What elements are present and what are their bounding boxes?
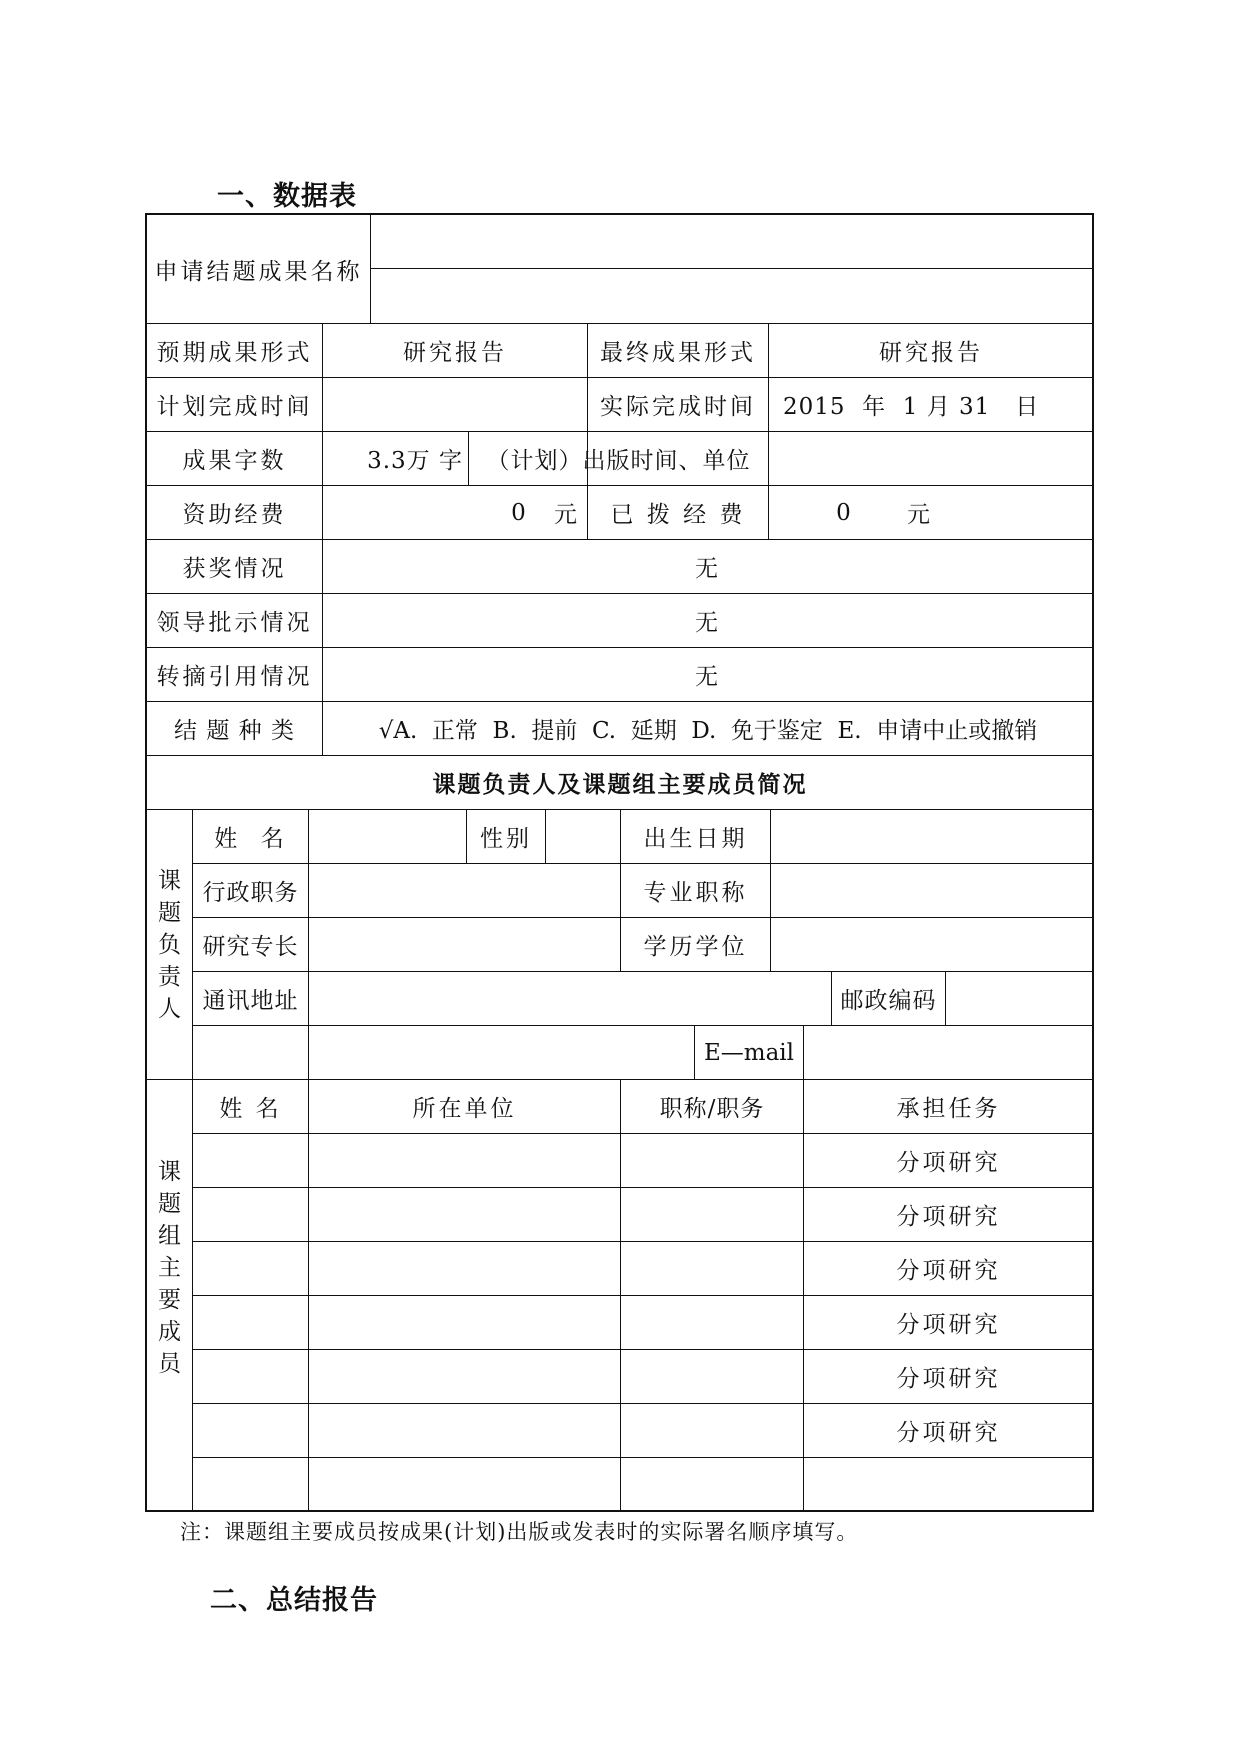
award-label: 获奖情况 — [182, 556, 287, 582]
member-task[interactable] — [804, 1458, 1093, 1511]
leader-birth-label: 出生日期 — [643, 826, 748, 852]
leader-admin-post-field[interactable] — [309, 864, 620, 917]
members-side-char: 主 — [158, 1255, 181, 1281]
leader-postcode-field[interactable] — [946, 972, 1093, 1025]
members-section-title: 课题负责人及课题组主要成员简况 — [432, 772, 808, 798]
leader-side-char: 责 — [158, 963, 181, 990]
section-title-data-table: 一、数据表 — [217, 181, 357, 212]
result-name-label: 申请结题成果名称 — [154, 258, 363, 285]
final-form-label: 最终成果形式 — [600, 340, 756, 366]
leader-address-field[interactable] — [309, 972, 831, 1025]
publish-value[interactable] — [769, 432, 1093, 485]
leader-email-field[interactable] — [804, 1026, 1093, 1079]
allocated-unit: 元 — [907, 502, 933, 528]
leader-side-char: 课 — [158, 867, 181, 894]
allocated-value[interactable]: 0 — [836, 499, 854, 526]
members-side-char: 员 — [158, 1351, 181, 1377]
type-options[interactable]: √A. 正常 B. 提前 C. 延期 D. 免于鉴定 E. 申请中止或撤销 — [378, 718, 1038, 744]
members-header-name: 姓 名 — [219, 1096, 282, 1122]
member-task[interactable]: 分项研究 — [896, 1150, 1001, 1176]
leader-phone-field[interactable] — [193, 1026, 308, 1079]
expected-form-value[interactable]: 研究报告 — [403, 340, 507, 366]
member-task[interactable]: 分项研究 — [896, 1420, 1001, 1446]
members-side-label — [147, 1133, 192, 1403]
leader-specialty-field[interactable] — [309, 918, 620, 971]
members-side-char: 成 — [158, 1319, 181, 1345]
members-side-char: 题 — [158, 1191, 181, 1217]
leader-title-field[interactable] — [771, 864, 1093, 917]
leader-admin-post-label: 行政职务 — [202, 880, 299, 906]
leader-phone-field-2[interactable] — [309, 1026, 694, 1079]
members-side-char: 要 — [158, 1287, 181, 1313]
leader-birth-field[interactable] — [771, 810, 1093, 863]
members-side-char: 组 — [158, 1223, 181, 1249]
leader-address-label: 通讯地址 — [202, 988, 299, 1014]
leader-note-label: 领导批示情况 — [156, 610, 313, 636]
section-title-summary-report: 二、总结报告 — [210, 1585, 378, 1616]
leader-gender-label: 性别 — [480, 826, 532, 852]
planned-time-label: 计划完成时间 — [156, 394, 313, 420]
leader-email-label: E—mail — [703, 1039, 795, 1066]
leader-gender-field[interactable] — [546, 810, 620, 863]
leader-side-char: 人 — [158, 995, 181, 1022]
word-count-value[interactable]: 3.3万 字 — [367, 448, 463, 474]
allocated-label: 已 拨 经 费 — [610, 502, 746, 528]
award-value[interactable]: 无 — [695, 556, 721, 582]
result-name-field-1[interactable] — [371, 215, 1093, 268]
member-task[interactable]: 分项研究 — [896, 1366, 1001, 1392]
members-header-task: 承担任务 — [896, 1096, 1001, 1122]
expected-form-label: 预期成果形式 — [156, 340, 313, 366]
result-name-field-2[interactable] — [371, 269, 1093, 323]
leader-postcode-label: 邮政编码 — [840, 988, 937, 1014]
funding-value[interactable]: 0 — [511, 499, 529, 526]
member-task[interactable]: 分项研究 — [896, 1204, 1001, 1230]
word-count-label: 成果字数 — [182, 448, 287, 474]
actual-time-value[interactable]: 2015 年 1 月 31 日 — [783, 394, 1040, 420]
funding-unit: 元 — [554, 502, 580, 528]
members-header-title: 职称/职务 — [659, 1096, 765, 1122]
leader-degree-label: 学历学位 — [643, 934, 748, 960]
publish-label: （计划）出版时间、单位 — [486, 448, 751, 474]
leader-name-label: 姓 名 — [214, 826, 287, 852]
actual-time-label: 实际完成时间 — [600, 394, 756, 420]
col-divider — [620, 1079, 621, 1512]
citation-label: 转摘引用情况 — [156, 664, 313, 690]
member-task[interactable]: 分项研究 — [896, 1258, 1001, 1284]
leader-side-char: 负 — [158, 931, 181, 958]
members-header-unit: 所在单位 — [412, 1096, 517, 1122]
leader-title-label: 专业职称 — [643, 880, 748, 906]
leader-degree-field[interactable] — [771, 918, 1093, 971]
citation-value[interactable]: 无 — [695, 664, 721, 690]
members-side-char: 课 — [158, 1159, 181, 1185]
footnote: 注：课题组主要成员按成果(计划)出版或发表时的实际署名顺序填写。 — [180, 1520, 859, 1544]
leader-side-char: 题 — [158, 899, 181, 926]
final-form-value[interactable]: 研究报告 — [879, 340, 983, 366]
funding-label: 资助经费 — [182, 502, 287, 528]
leader-name-field[interactable] — [309, 810, 466, 863]
planned-time-value[interactable] — [323, 378, 587, 431]
member-task[interactable]: 分项研究 — [896, 1312, 1001, 1338]
type-label: 结 题 种 类 — [174, 718, 295, 744]
leader-specialty-label: 研究专长 — [202, 934, 299, 960]
leader-note-value[interactable]: 无 — [695, 610, 721, 636]
leader-side-label — [147, 810, 192, 1079]
